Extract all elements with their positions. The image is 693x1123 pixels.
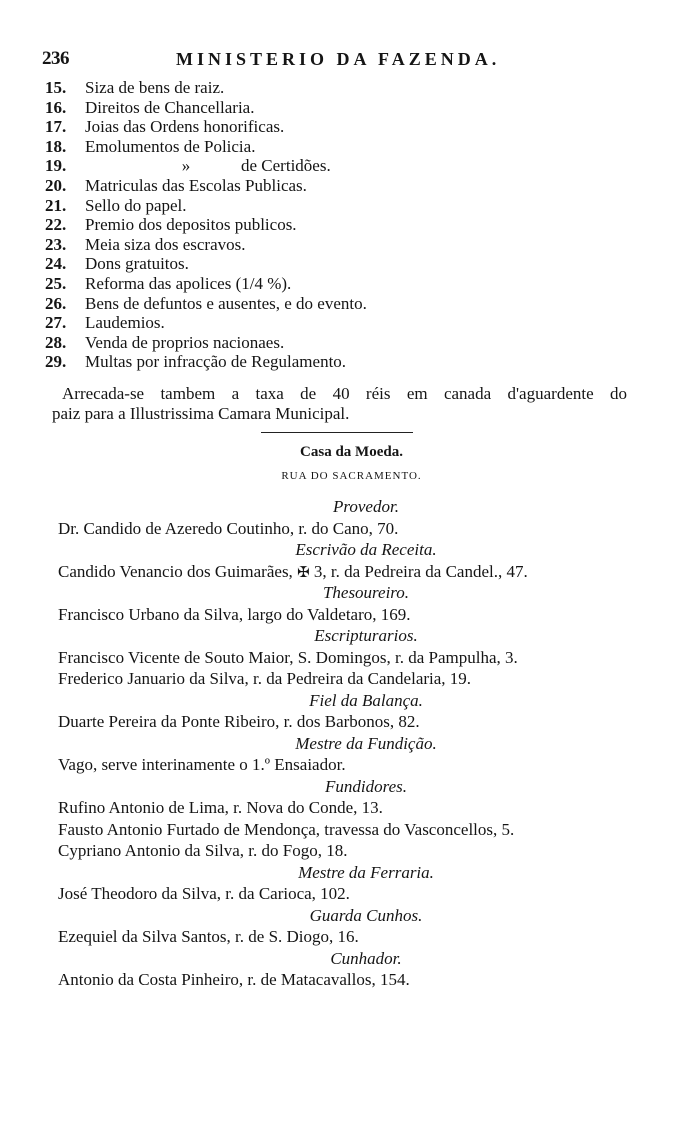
officer-entry: Dr. Candido de Azeredo Coutinho, r. do Cano, 70. [58, 518, 399, 538]
role-heading: Provedor. [333, 497, 399, 516]
role-heading: Mestre da Ferraria. [298, 862, 434, 882]
officer-entry: Duarte Pereira da Ponte Ribeiro, r. dos Barbonos, 82. [58, 712, 420, 731]
list-item: 24. Dons gratuitos. [45, 254, 189, 274]
role-heading: Fundidores. [324, 776, 407, 796]
list-item: 16. Direitos de Chancellaria. [45, 97, 255, 117]
officer-entry: José Theodoro da Silva, r. da Carioca, 102. [58, 884, 350, 903]
officer-entry: Francisco Vicente de Souto Maior, S. Domingos, r. da Pampulha, 3. [58, 647, 518, 667]
revenue-list [45, 78, 645, 372]
list-item: 28. Venda de proprios nacionaes. [45, 332, 285, 352]
officer-entry: Ezequiel da Silva Santos, r. de S. Diogo, 16. [58, 927, 359, 946]
list-item: 21. Sello do papel. [45, 195, 187, 215]
role-heading: Guarda Cunhos. [309, 905, 423, 925]
list-item: 18. Emolumentos de Policia. [45, 136, 256, 156]
officer-entry: Fausto Antonio Furtado de Mendonça, travessa do Vasconcellos, 5. [58, 819, 515, 839]
tax-paragraph [52, 384, 627, 424]
cross-icon: ✠ [297, 564, 310, 581]
officer-entry: Francisco Urbano da Silva, largo do Valdetaro, 169. [58, 604, 411, 624]
role-heading: Mestre da Fundição. [295, 733, 437, 753]
list-item: 15. Siza de bens de raiz. [45, 78, 225, 97]
page-number: 236 [42, 48, 69, 69]
officer-entry: Rufino Antonio de Lima, r. Nova do Conde, 13. [58, 798, 383, 817]
role-heading: Escrivão da Receita. [295, 540, 437, 559]
section-subtitle: RUA DO SACRAMENTO. [281, 470, 422, 482]
paragraph-line: Arrecada-se tambem a taxa de 40 réis em canada d'aguardente do [62, 384, 627, 403]
role-heading: Cunhador. [330, 948, 402, 968]
officer-list [58, 496, 638, 991]
officer-entry: Antonio da Costa Pinheiro, r. de Matacavallos, 154. [58, 970, 410, 989]
officer-entry: Frederico Januario da Silva, r. da Pedreira da Candelaria, 19. [58, 669, 472, 688]
ditto-mark: » [181, 156, 191, 176]
role-heading: Fiel da Balança. [309, 690, 423, 710]
officer-entry: Cypriano Antonio da Silva, r. do Fogo, 18. [58, 841, 348, 860]
section-divider [261, 432, 413, 433]
list-item: 19. » de Certidões. [45, 156, 331, 176]
list-item: 26. Bens de defuntos e ausentes, e do evento. [45, 293, 367, 313]
list-item: 22. Premio dos depositos publicos. [45, 215, 297, 235]
role-heading: Thesoureiro. [322, 583, 410, 602]
running-title: MINISTERIO DA FAZENDA. [176, 49, 501, 69]
role-heading: Escripturarios. [314, 626, 418, 645]
list-item: 17. Joias das Ordens honorificas. [45, 117, 285, 137]
officer-entry: Vago, serve interinamente o 1.º Ensaiador. [58, 755, 346, 774]
page-header [38, 48, 638, 74]
list-item: 29. Multas por infracção de Regulamento. [45, 352, 347, 372]
list-item: 23. Meia siza dos escravos. [45, 234, 246, 254]
officer-entry: Candido Venancio dos Guimarães, ✠ 3, r. da Pedreira da Candel., 47. [58, 561, 528, 581]
section-title: Casa da Moeda. [300, 444, 403, 460]
paragraph-line: paiz para a Illustrissima Camara Municipal. [52, 404, 350, 423]
list-item: 25. Reforma das apolices (1/4 %). [45, 273, 292, 293]
list-item: 20. Matriculas das Escolas Publicas. [45, 175, 307, 195]
list-item: 27. Laudemios. [45, 313, 165, 333]
